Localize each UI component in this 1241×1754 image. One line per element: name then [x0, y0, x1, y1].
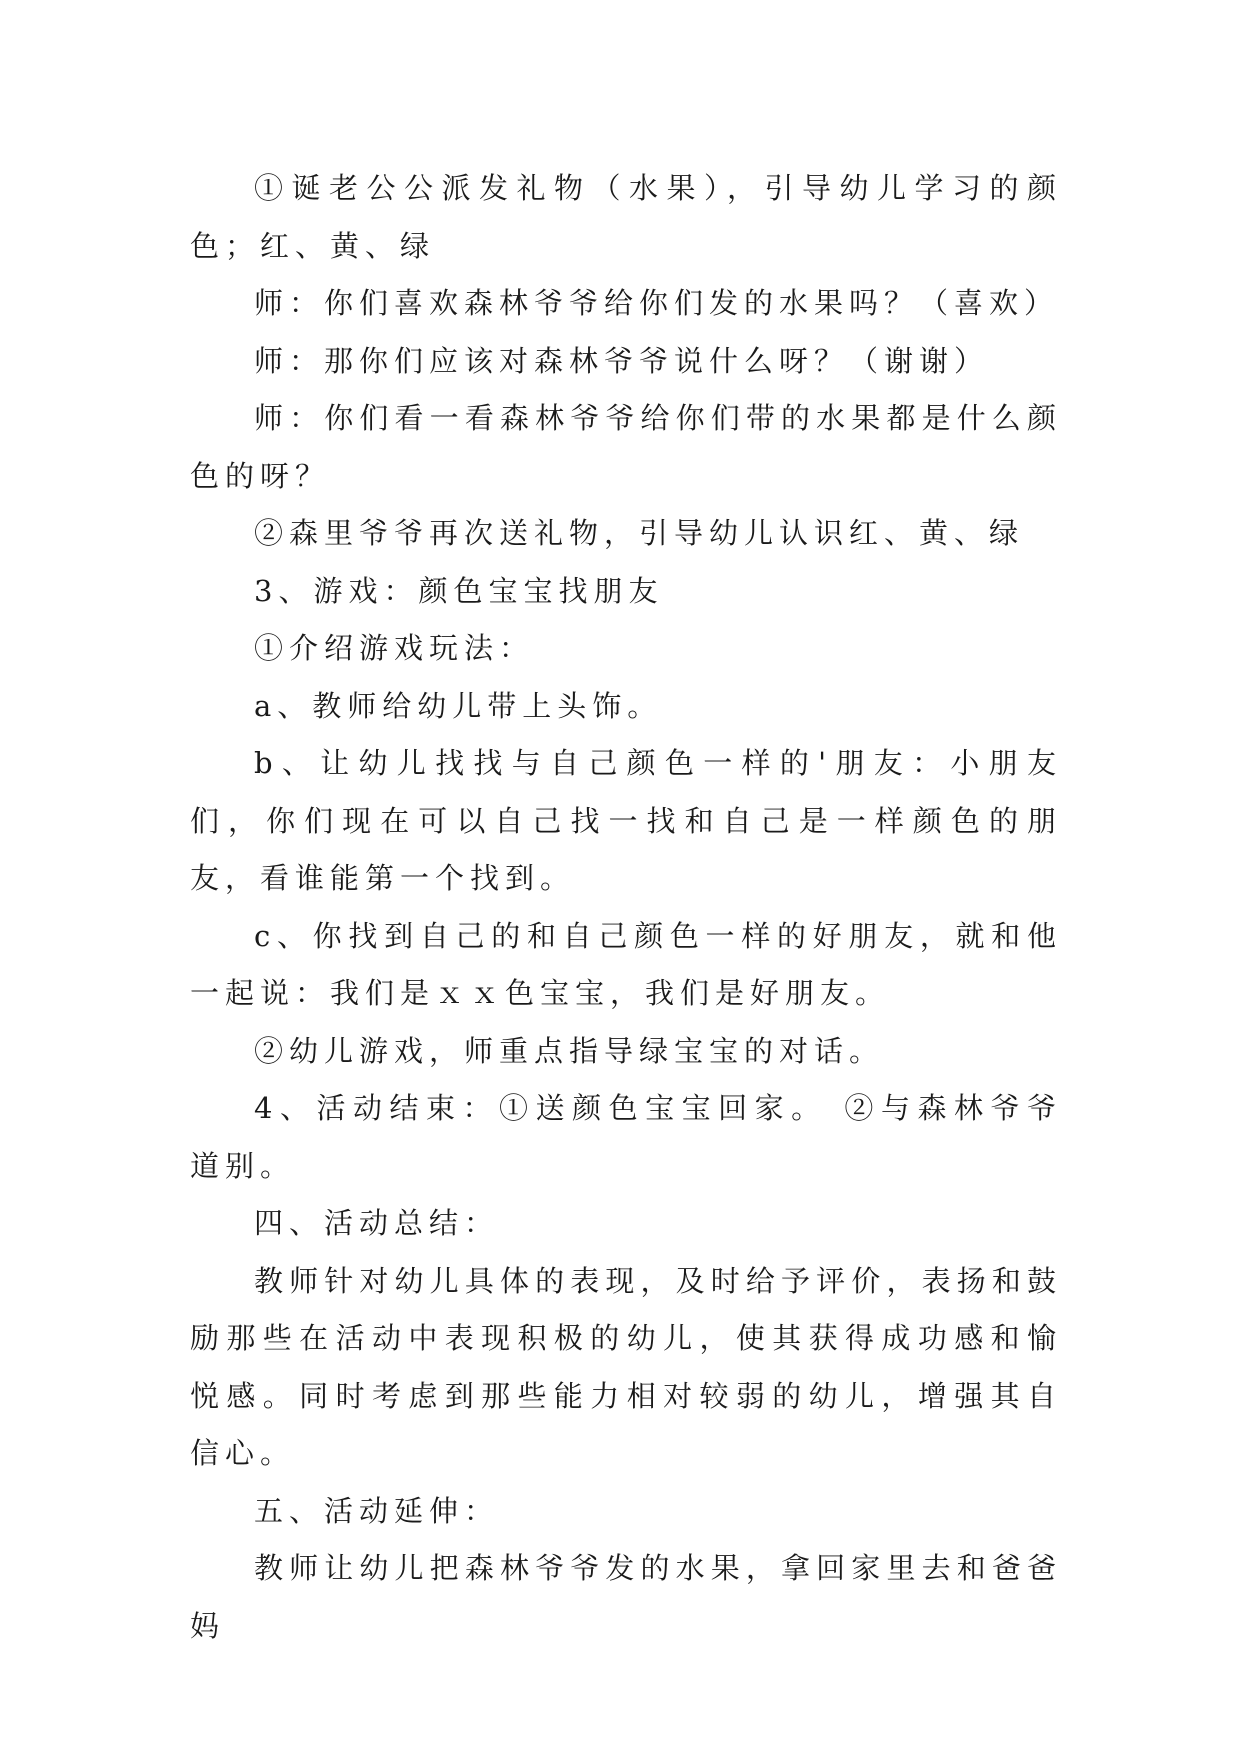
paragraph-teacher-thanks: 师：那你们应该对森林爷爷说什么呀？（谢谢） [254, 343, 990, 378]
paragraph-step-b: b、让幼儿找找与自己颜色一样的'朋友：小朋友们，你们现在可以自己找一找和自己是一样颜色的朋友，看谁能第一个找到。 [190, 746, 1062, 895]
paragraph-gift-fruit: ①诞老公公派发礼物（水果），引导幼儿学习的颜色；红、黄、绿 [190, 171, 1062, 263]
paragraph-teacher-like: 师：你们喜欢森林爷爷给你们发的水果吗？（喜欢） [254, 286, 1060, 320]
section-heading-summary: 四、活动总结： [254, 1206, 500, 1240]
paragraph-game-rules: ①介绍游戏玩法： [254, 631, 535, 665]
section-heading-extension: 五、活动延伸： [254, 1493, 500, 1528]
document-body [190, 160, 1062, 1655]
paragraph-game-heading: 3、游戏：颜色宝宝找朋友 [254, 573, 664, 608]
paragraph-teacher-colors: 师：你们看一看森林爷爷给你们带的水果都是什么颜色的呀？ [190, 401, 1062, 493]
paragraph-summary: 教师针对幼儿具体的表现，及时给予评价，表扬和鼓励那些在活动中表现积极的幼儿，使其获得成功感和愉悦感。同时考虑到那些能力相对较弱的幼儿，增强其自信心。 [190, 1263, 1062, 1470]
paragraph-activity-end: 4、活动结束：①送颜色宝宝回家。 ②与森林爷爷道别。 [190, 1091, 1062, 1183]
paragraph-second-gift: ②森里爷爷再次送礼物，引导幼儿认识红、黄、绿 [254, 516, 1025, 550]
paragraph-step-a: a、教师给幼儿带上头饰。 [254, 688, 663, 723]
paragraph-extension: 教师让幼儿把森林爷爷发的水果，拿回家里去和爸爸妈 [190, 1551, 1062, 1643]
paragraph-children-play: ②幼儿游戏，师重点指导绿宝宝的对话。 [254, 1033, 885, 1068]
paragraph-step-c: c、你找到自己的和自己颜色一样的好朋友，就和他一起说：我们是ｘｘ色宝宝，我们是好朋友。 [190, 918, 1062, 1010]
